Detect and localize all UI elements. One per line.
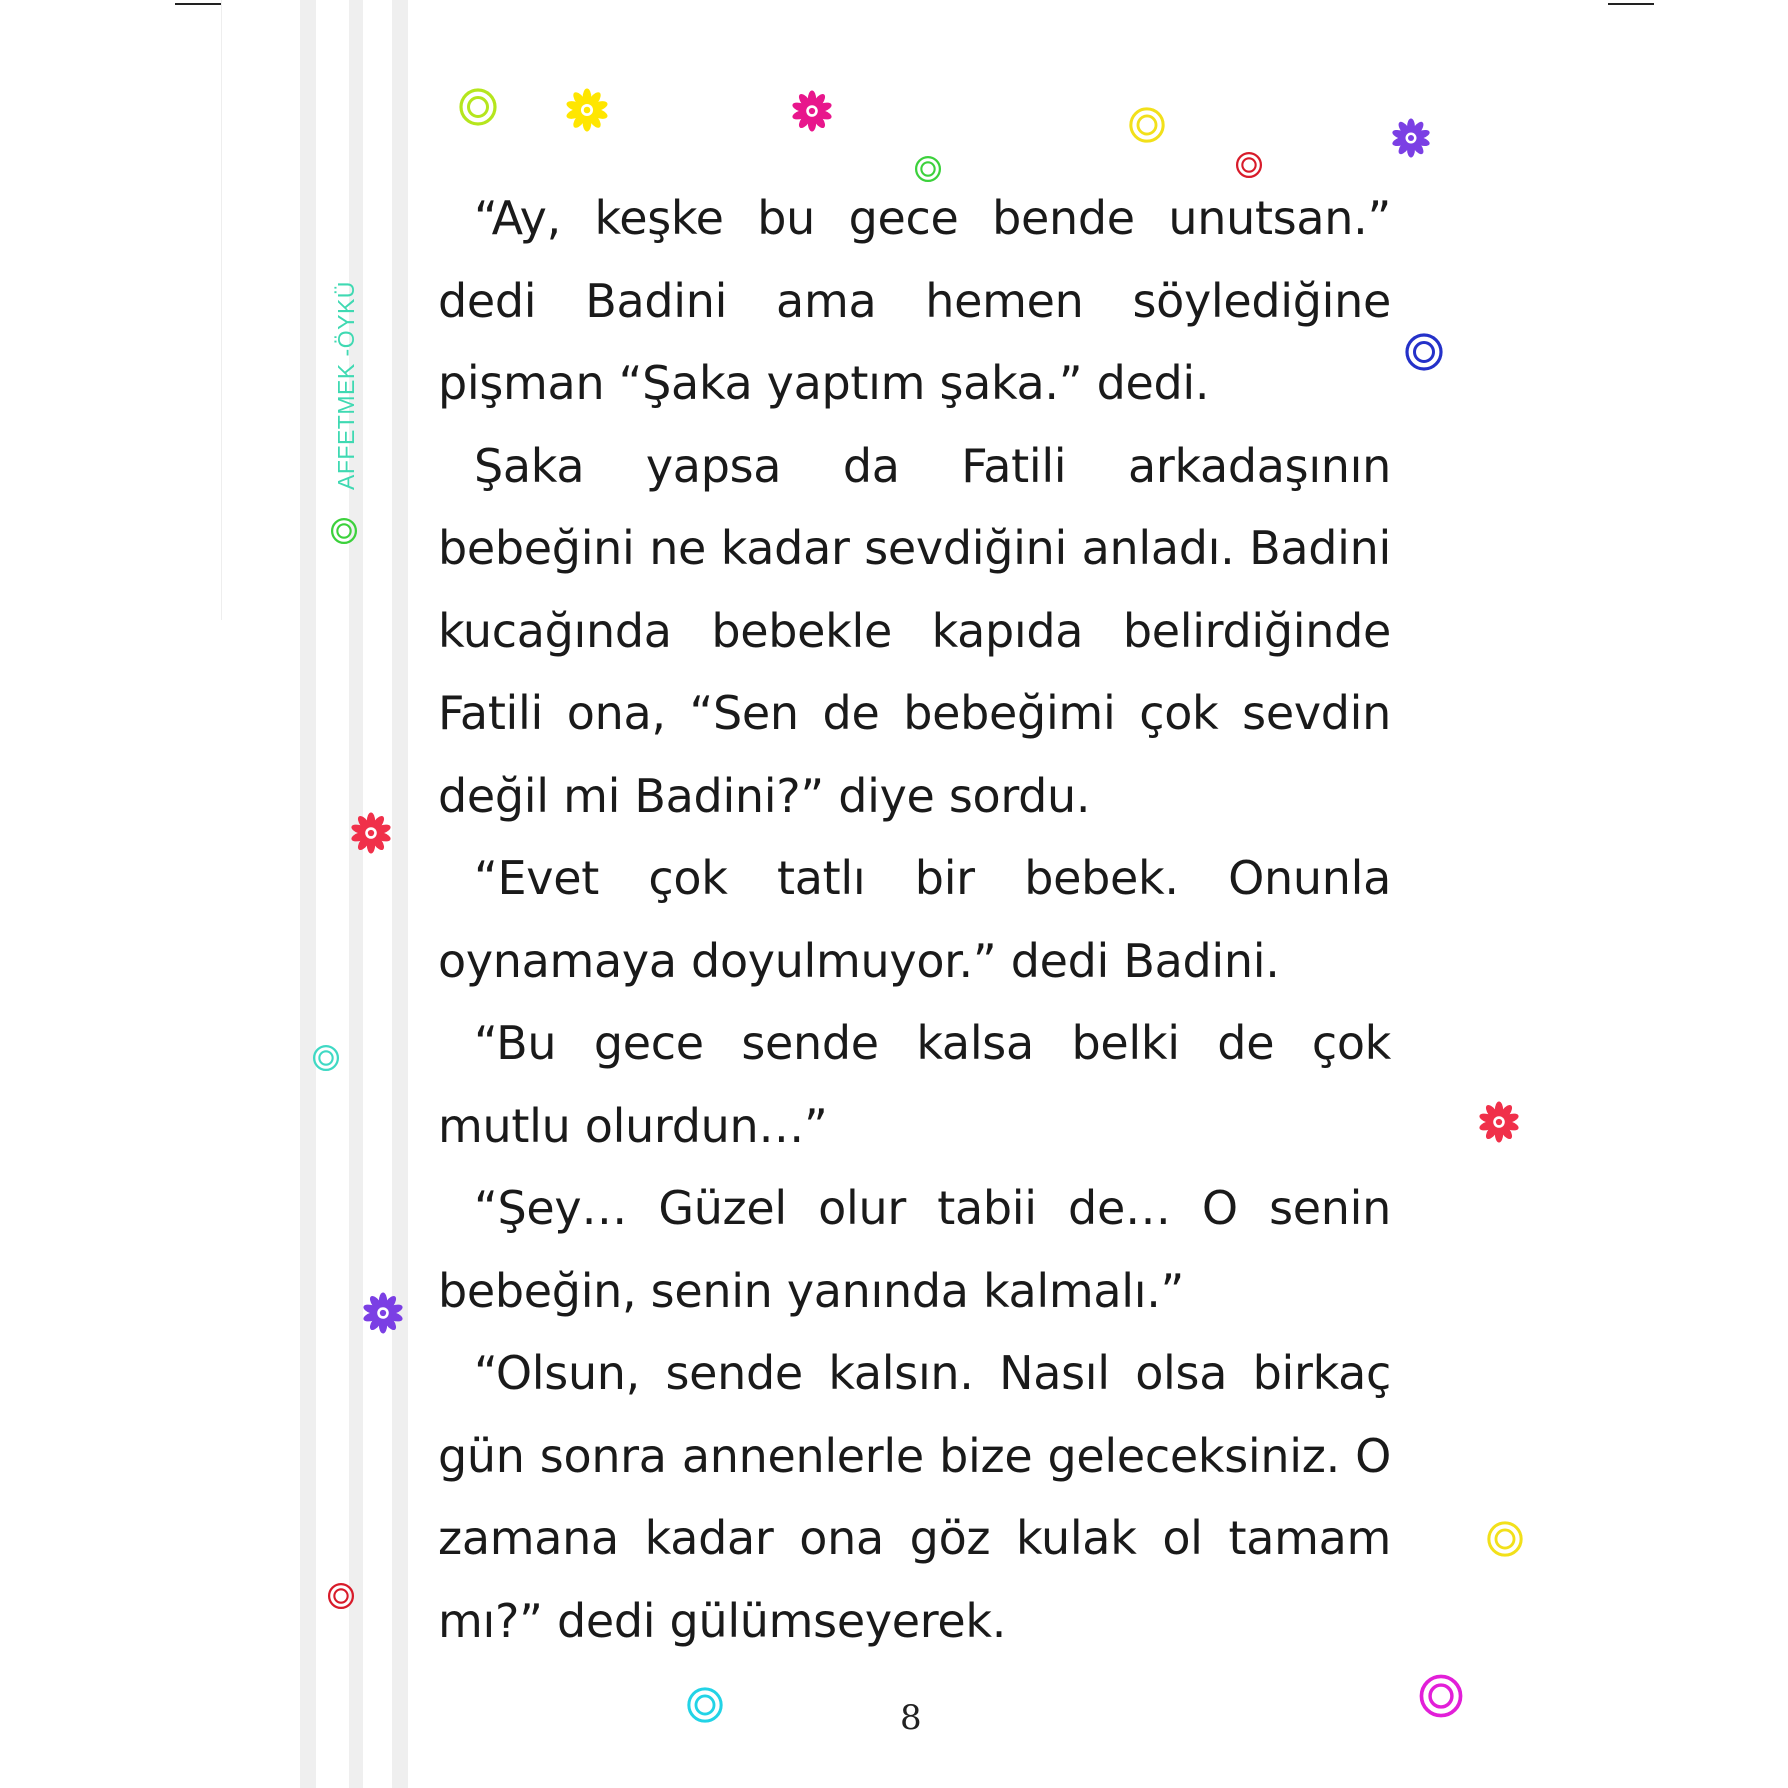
cyan-ring-icon — [686, 1686, 724, 1728]
green-ring-icon — [330, 517, 358, 549]
paragraph: “Olsun, sende kalsın. Nasıl olsa birkaç gün sonra annenlerle bize geleceksiniz. O zamana kadar ona göz kulak ol tamam mı?” dedi gülümseyerek. — [438, 1346, 1391, 1648]
magenta-ring-icon — [1418, 1673, 1464, 1723]
red-flower-icon — [350, 812, 392, 858]
paragraph: “Ay, keşke bu gece bende unutsan.” dedi Badini ama hemen söylediğine pişman “Şaka yaptım şaka.” dedi. — [438, 191, 1391, 410]
blue-ring-icon — [1404, 332, 1444, 376]
story-text — [438, 177, 1391, 1662]
magenta-flower-icon — [791, 90, 833, 136]
yellow-ring-icon — [1486, 1520, 1524, 1562]
yellow-ring-icon — [1128, 106, 1166, 148]
teal-ring-icon — [312, 1044, 340, 1076]
red-flower-icon — [1478, 1101, 1520, 1147]
red-ring-icon — [327, 1582, 355, 1614]
margin-stripe — [392, 0, 408, 1788]
purple-flower-icon — [1391, 118, 1431, 162]
page-edge — [221, 0, 222, 620]
running-head: AFFETMEK -ÖYKÜ — [333, 281, 359, 490]
crop-mark-right — [1608, 3, 1654, 5]
paragraph: “Şey… Güzel olur tabii de… O senin bebeğin, senin yanında kalmalı.” — [438, 1181, 1391, 1318]
margin-stripe — [349, 0, 363, 1788]
lime-ring-icon — [458, 87, 498, 131]
purple-flower-icon — [362, 1292, 404, 1338]
paragraph: “Bu gece sende kalsa belki de çok mutlu olurdun…” — [438, 1016, 1391, 1153]
paragraph: Şaka yapsa da Fatili arkadaşının bebeğini ne kadar sevdiğini anladı. Badini kucağında bebekle kapıda belirdiğinde Fatili ona, “Sen de bebeğimi çok sevdin değil mi Badini?” diye sordu. — [438, 438, 1391, 823]
paragraph: “Evet çok tatlı bir bebek. Onunla oynamaya doyulmuyor.” dedi Badini. — [438, 851, 1391, 988]
margin-stripe — [300, 0, 316, 1788]
yellow-flower-icon — [565, 88, 609, 136]
crop-mark-left — [175, 3, 221, 5]
page-number: 8 — [900, 1698, 922, 1738]
